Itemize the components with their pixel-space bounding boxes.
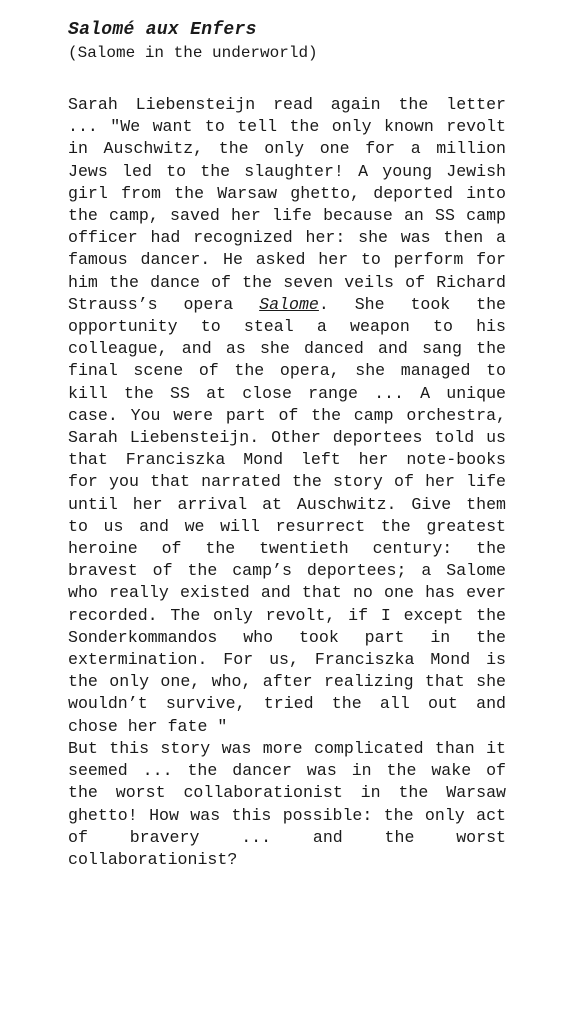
paragraph-letter [68, 94, 506, 738]
paragraph-letter-text-end: . She took the opportunity to steal a weapon to his colleague, and as she danced and sang the final scene of the opera, she managed to kill the SS at close range ... A unique case. You were part of the camp orchestra, Sarah Liebensteijn. Other deportees told us that Franciszka Mond left her note-books for you that narrated the story of her life until her arrival at Auschwitz. Give them to us and we will resurrect the greatest heroine of the twentieth century: the bravest of the camp’s deportees; a Salome who really existed and that no one has ever recorded. The only revolt, if I except the Sonderkommandos who took part in the extermination. For us, Franciszka Mond is the only one, who, after realizing that she wouldn’t survive, tried the all out and chose her fate " [68, 294, 507, 736]
paragraph-complication: But this story was more complicated than it seemed ... the dancer was in the wake of the worst collaborationist in the Warsaw ghetto! How was this possible: the only act of bravery ... and the worst collaborationist? [68, 738, 506, 869]
document-subtitle: (Salome in the underworld) [68, 44, 318, 62]
opera-title-italic: Salome [259, 294, 319, 314]
paragraph-letter-text-start: Sarah Liebensteijn read again the letter ... "We want to tell the only known revolt in Auschwitz, the only one for a million Jews led to the slaughter! A young Jewish girl from the Warsaw ghetto, deported into the camp, saved her life because an SS camp officer had recognized her: she was then a famous dancer. He asked her to perform for him the dance of the seven veils of Richard Strauss’s opera [68, 95, 506, 314]
document-page [68, 18, 506, 871]
document-title: Salomé aux Enfers [68, 20, 257, 40]
